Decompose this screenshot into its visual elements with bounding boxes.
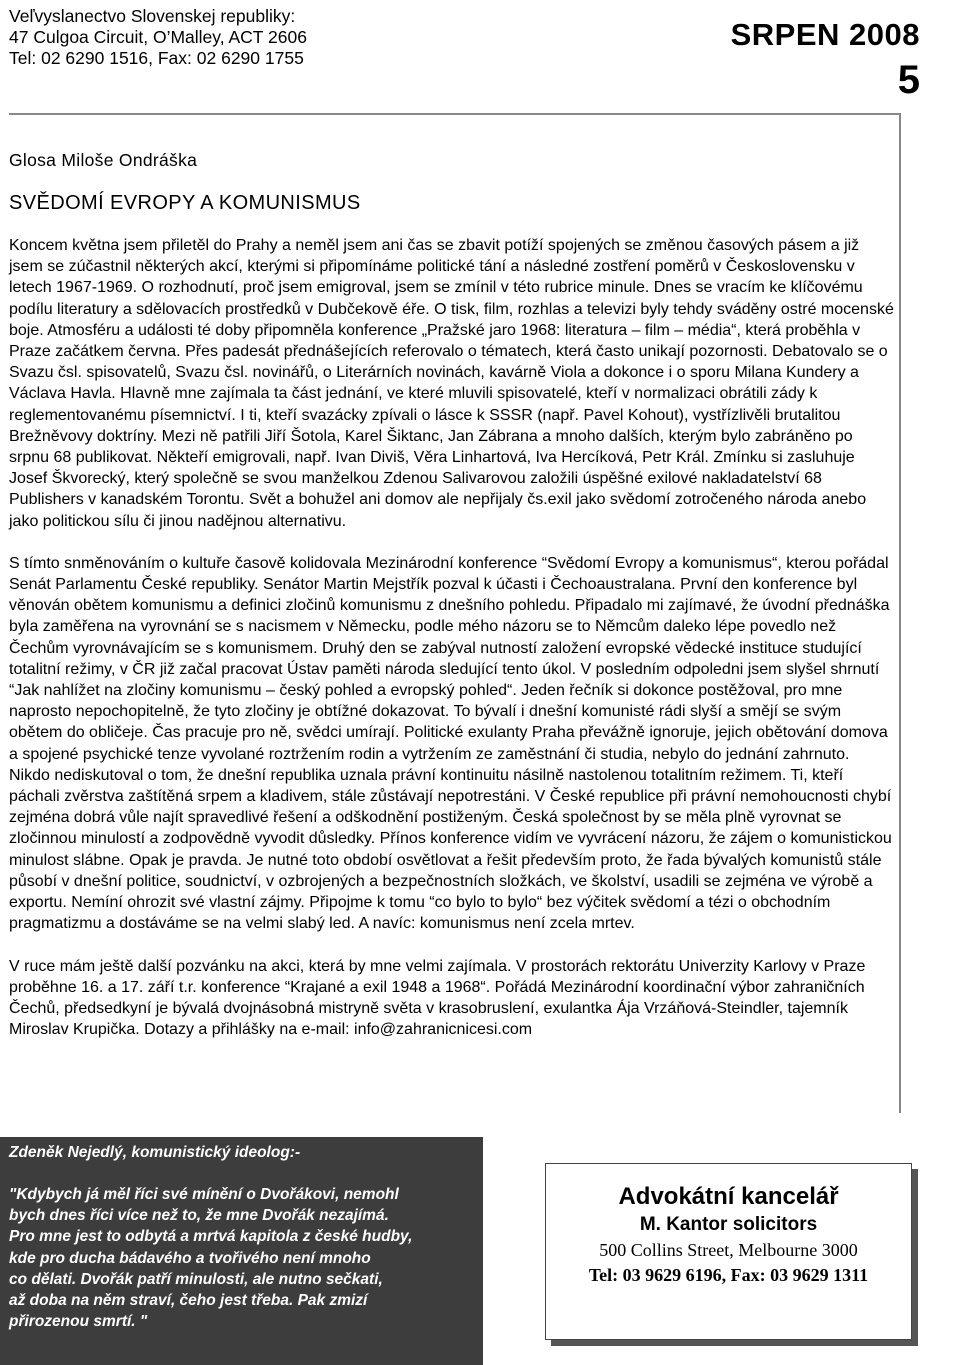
article <box>9 113 901 1113</box>
law-firm-ad <box>545 1163 912 1340</box>
embassy-address: 47 Culgoa Circuit, O’Malley, ACT 2606 <box>9 27 307 47</box>
article-title: SVĚDOMÍ EVROPY A KOMUNISMUS <box>9 192 361 214</box>
quote-line: "Kdybych já měl říci své mínění o Dvořákovi, nemohl <box>9 1186 399 1203</box>
embassy-name: Veľvyslanectvo Slovenskej republiky: <box>9 6 296 26</box>
embassy-header <box>9 6 307 69</box>
article-byline: Glosa Miloše Ondráška <box>9 150 198 170</box>
article-paragraph: Koncem května jsem přiletěl do Prahy a neměl jsem ani čas se zbavit potíží spojených se změnou časových pásem a již jsem se zúčastnil některých akcí, kterými si připomínáme politické tání a následné zostření poměrů v Československu v letech 1967-1969. O rozhodnutí, proč jsem emigroval, jsem se zmínil v této rubrice minule. Dnes se vracím ke klíčovému podílu literatury a sdělovacích prostředků v Dubčekově éře. O tisk, film, rozhlas a televizi byly tehdy sváděny ostré mocenské boje. Atmosféru a události té doby připomněla konference „Pražské jaro 1968: literatura – film – média“, která proběhla v Praze začátkem června. Přes padesát přednášejících referovalo o tématech, která často unikají pozornosti. Debatovalo se o Svazu čsl. spisovatelů, Svazu čsl. novinářů, o Literárních novinách, kavárně Viola a dokonce i o sporu Milana Kundery a Václava Havla. Hlavně mne zajímala ta část jednání, ve které mluvili spisovatelé, kteří v normalizaci obrátili zády k reglementovanému písemnictví. I ti, kteří svazácky zpívali o lásce k SSSR (např. Pavel Kohout), vystřízlivěli brutalitou Brežněvovy doktríny. Mezi ně patřili Jiří Šotola, Karel Šiktanc, Jan Zábrana a mnoho dalších, kterým bylo zabráněno po srpnu 68 publikovat. Někteří emigrovali, např. Ivan Diviš, Věra Linhartová, Iva Hercíková, Petr Král. Zmínku si zasluhuje Josef Škvorecký, který společně se svou manželkou Zdenou Salivarovou založili úspěšné exilové nakladatelství 68 Publishers v kanadském Torontu. Svět a bohužel ani domov ale nepřijaly čs.exil jako svědomí zotročeného národa anebo jako politickou sílu či jinou nadějnou alternativu. <box>9 237 894 530</box>
article-paragraph: V ruce mám ještě další pozvánku na akci, která by mne velmi zajímala. V prostorách rektorátu Univerzity Karlovy v Praze proběhne 16. a 17. září t.r. konference “Krajané a exil 1948 a 1968“. Pořádá Mezinárodní koordinační výbor zahraničních Čechů, předsedkyní je bývalá dvojnásobná mistryně světa v krasobruslení, exulantka Ája Vrzáňová-Steindler, tajemník Miroslav Krupička. Dotazy a přihlášky na e-mail: info@zahranicnicesi.com <box>9 957 866 1039</box>
article-body <box>9 235 894 1061</box>
ad-address: 500 Collins Street, Melbourne 3000 <box>599 1240 858 1260</box>
quote-line: přirozenou smrtí. " <box>9 1313 148 1331</box>
issue-month: SRPEN 2008 <box>730 17 920 52</box>
ad-firm-name: M. Kantor solicitors <box>639 1214 818 1235</box>
quote-line: Pro mne jest to odbytá a mrtvá kapitola z české hudby, <box>9 1228 413 1246</box>
quote-text <box>9 1184 479 1332</box>
quote-line: až doba na něm straví, čeho jest třeba. Pak zmizí <box>9 1292 368 1310</box>
quote-box <box>0 1137 483 1365</box>
embassy-contact: Tel: 02 6290 1516, Fax: 02 6290 1755 <box>9 48 304 68</box>
quote-line: co dělati. Dvořák patří minulosti, ale nutno sečkati, <box>9 1270 383 1288</box>
quote-heading: Zdeněk Nejedlý, komunistický ideolog:- <box>9 1144 301 1161</box>
ad-title: Advokátní kancelář <box>618 1183 839 1210</box>
issue-number: 5 <box>897 58 920 102</box>
article-paragraph: S tímto snměnováním o kultuře časově kolidovala Mezinárodní konference “Svědomí Evropy a komunismus“, kterou pořádal Senát Parlamentu České republiky. Senátor Martin Mejstřík pozval k účasti i Čechoaustralana. První den konference byl věnován obětem komunismu a definici zločinů komunismu z dnešního pohledu. Připadalo mi zajímavé, že úvodní přednáška byla zaměřena na vyrovnání se s nacismem v Německu, podle mého názoru se to Němcům daleko lépe povedlo než Čechům vyrovnávajícím se s komunismem. Druhý den se zabýval nutností založení evropské vědecké instituce studující totalitní režimy, v ČR již začal pracovat Ústav paměti národa sledující tento úkol. V posledním odpoledni jsem slyšel shrnutí “Jak nahlížet na zločiny komunismu – český pohled a evropský pohled“. Jeden řečník si dokonce postěžoval, pro mne naprosto nepochopitelně, že tyto zločiny je obtížné dokazovat. To bývalí i dnešní komunisté rádi slyší a smějí se svým obětem do obličeje. Čas pracuje pro ně, svědci umírají. Politické exulanty Praha převážně ignoruje, jejich obětování domova a spojené psychické tenze vyvolané roztržením rodin a vytržením ze zaměstnání či studia, nebylo do jednání zahrnuto. Nikdo nediskutoval o tom, že dnešní republika uznala právní kontinuitu násilně nastolenou totalitním režimem. Ti, kteří páchali zvěrstva zaštítěná srpem a kladivem, stále zůstávají nepotrestáni. V České republice při právní nemohoucnosti chybí zejména dobrá vůle najít spravedlivé řešení a odškodnění postiženým. Česká společnost by se měla plně vyrovnat se zločinnou minulostí a zodpovědně vyvodit důsledky. Přínos konference vidím ve vyvrácení názoru, že zájem o komunistickou minulost slábne. Opak je pravda. Je nutné toto období osvětlovat a řešit především proto, že řada bývalých komunistů stále působí v dnešní politice, soudnictví, v ozbrojených a bezpečnostních složkách, ve školství, usadili se zejména ve výrobě a exportu. Nemíní ohrozit své vlastní zájmy. Připojme k tomu “co bylo to bylo“ bez výčitek svědomí a tézi o obchodním pragmatizmu a dostáváme se na velmi slabý led. A navíc: komunismus není zcela mrtev. <box>9 554 892 933</box>
quote-line: bych dnes říci více než to, že mne Dvořák nezajímá. <box>9 1207 389 1225</box>
ad-phone: Tel: 03 9629 6196, Fax: 03 9629 1311 <box>588 1265 869 1285</box>
quote-line: kde pro ducha bádavého a tvořivého není mnoho <box>9 1249 371 1267</box>
issue-info <box>731 16 920 102</box>
